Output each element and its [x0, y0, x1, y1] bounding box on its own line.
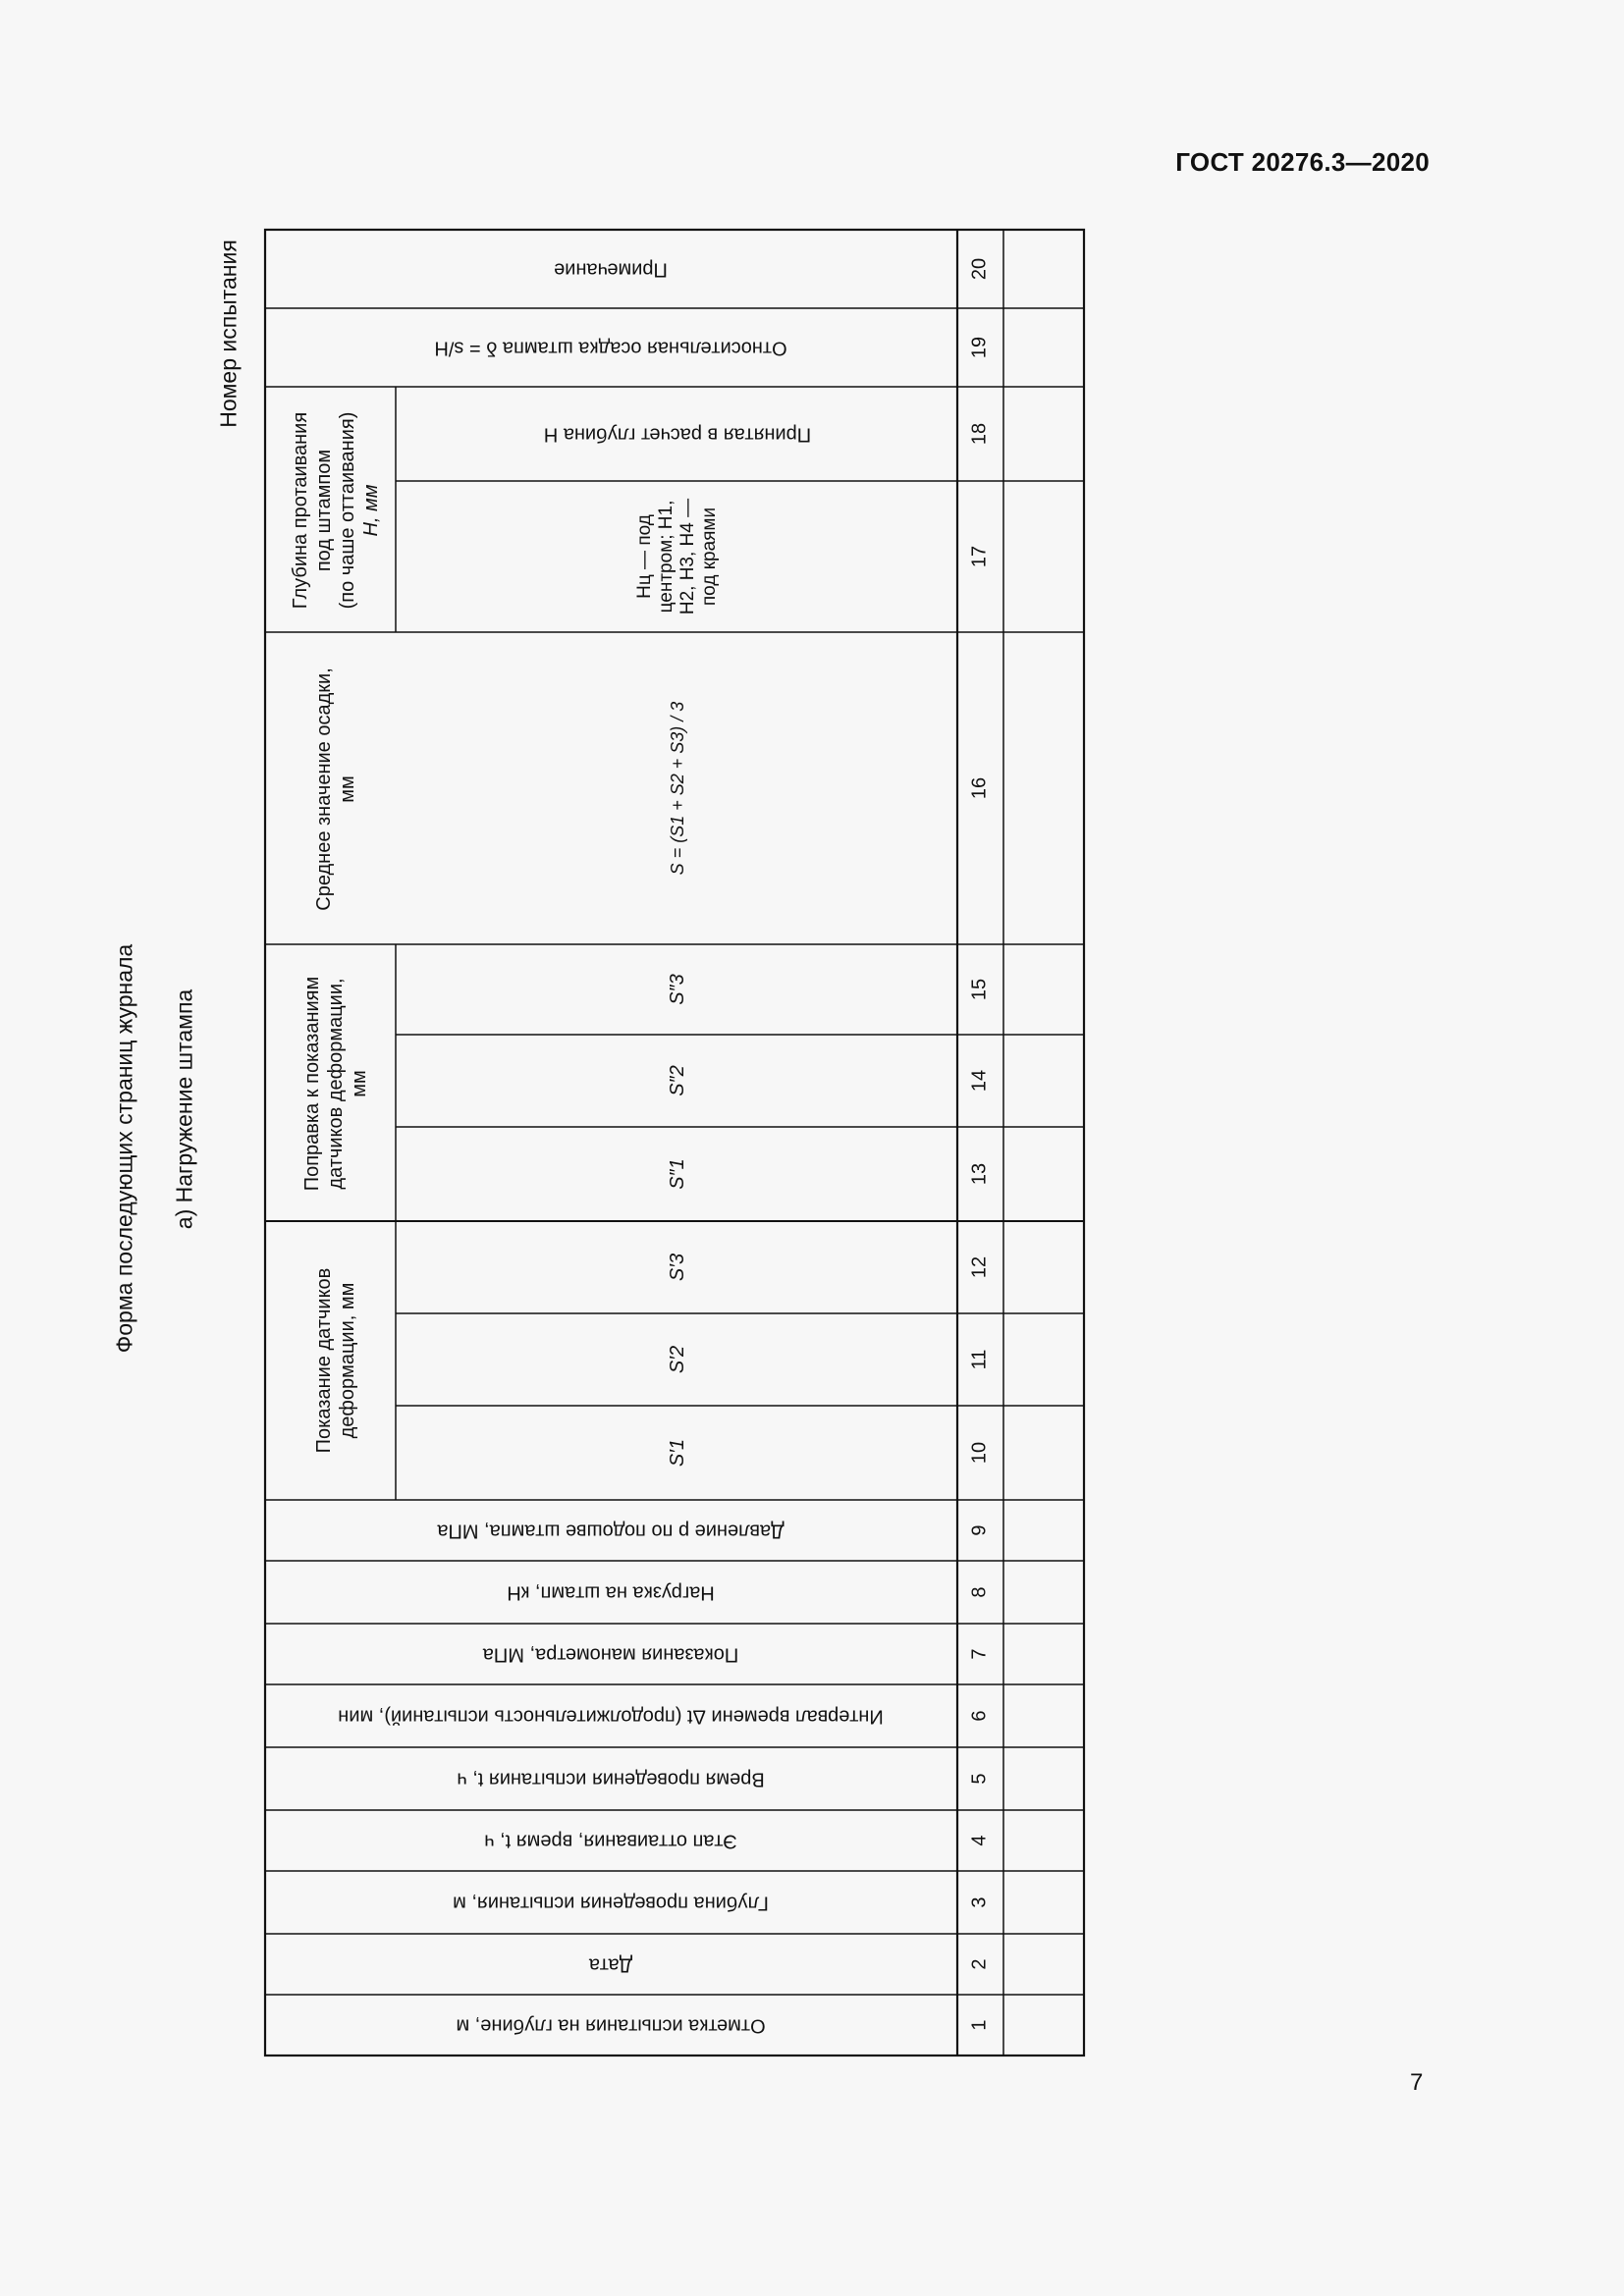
- form-title: Форма последующих страниц журнала: [111, 943, 137, 1354]
- header-thaw-depth: Глубина протаивания под штампом (по чаше оттаивания) H, мм: [290, 411, 382, 610]
- section-title: а) Нагружение штампа: [171, 988, 197, 1230]
- header-deformation: Показание датчиков деформации, мм: [313, 1267, 358, 1454]
- column-number-14: 14: [968, 1069, 991, 1093]
- column-number-1: 1: [968, 2019, 991, 2031]
- standard-code: ГОСТ 20276.3—2020: [1175, 147, 1430, 177]
- column-number-7: 7: [968, 1648, 991, 1660]
- column-number-15: 15: [968, 978, 991, 1001]
- page-number: 7: [1410, 2069, 1424, 2096]
- header-average: Среднее значение осадки, мм: [313, 667, 358, 911]
- column-number-4: 4: [968, 1835, 991, 1846]
- column-label-11: S′2: [667, 1345, 688, 1374]
- column-label-15: S″3: [667, 974, 688, 1005]
- column-number-8: 8: [968, 1586, 991, 1598]
- column-number-13: 13: [968, 1162, 991, 1186]
- column-number-19: 19: [968, 336, 991, 359]
- column-label-9: Давление p по подошве штампа, МПа: [437, 1520, 785, 1542]
- column-label-2: Дата: [588, 1953, 633, 1976]
- test-number-label: Номер испытания: [215, 240, 242, 428]
- column-label-19: Относительная осадка штампа δ = s/H: [434, 337, 787, 359]
- column-number-12: 12: [968, 1255, 991, 1279]
- column-label-1: Отметка испытания на глубине, м: [456, 2014, 766, 2037]
- column-label-14: S″2: [667, 1065, 688, 1096]
- column-label-10: S′1: [667, 1438, 688, 1468]
- column-label-16: S = (S1 + S2 + S3) / 3: [668, 701, 687, 876]
- column-label-7: Показания манометра, МПа: [482, 1643, 739, 1666]
- column-number-11: 11: [968, 1349, 991, 1370]
- column-label-13: S″1: [667, 1158, 688, 1190]
- column-label-18: Принятая в расчет глубина H: [543, 423, 812, 446]
- column-number-17: 17: [968, 545, 991, 568]
- column-label-20: Примечание: [554, 258, 668, 281]
- column-label-6: Интервал времени Δt (продолжительность испытаний), мин: [338, 1705, 884, 1728]
- column-number-6: 6: [968, 1710, 991, 1722]
- column-number-16: 16: [968, 776, 991, 800]
- column-number-20: 20: [968, 257, 991, 281]
- column-number-9: 9: [968, 1524, 991, 1536]
- column-label-8: Нагрузка на штамп, кН: [507, 1581, 715, 1604]
- column-label-4: Этап оттаивания, время t, ч: [484, 1830, 737, 1852]
- column-label-17: Hц — под центром; H1, H2, H3, H4 — под краями: [634, 498, 720, 615]
- column-number-2: 2: [968, 1958, 991, 1970]
- column-label-5: Время проведения испытания t, ч: [457, 1768, 765, 1790]
- column-number-10: 10: [968, 1441, 991, 1465]
- column-number-18: 18: [968, 422, 991, 446]
- column-number-3: 3: [968, 1896, 991, 1908]
- column-label-12: S′3: [667, 1253, 688, 1282]
- header-correction: Поправка к показаниям датчиков деформации, мм: [301, 976, 370, 1192]
- column-label-3: Глубина проведения испытания, м: [453, 1892, 769, 1914]
- column-number-5: 5: [968, 1773, 991, 1785]
